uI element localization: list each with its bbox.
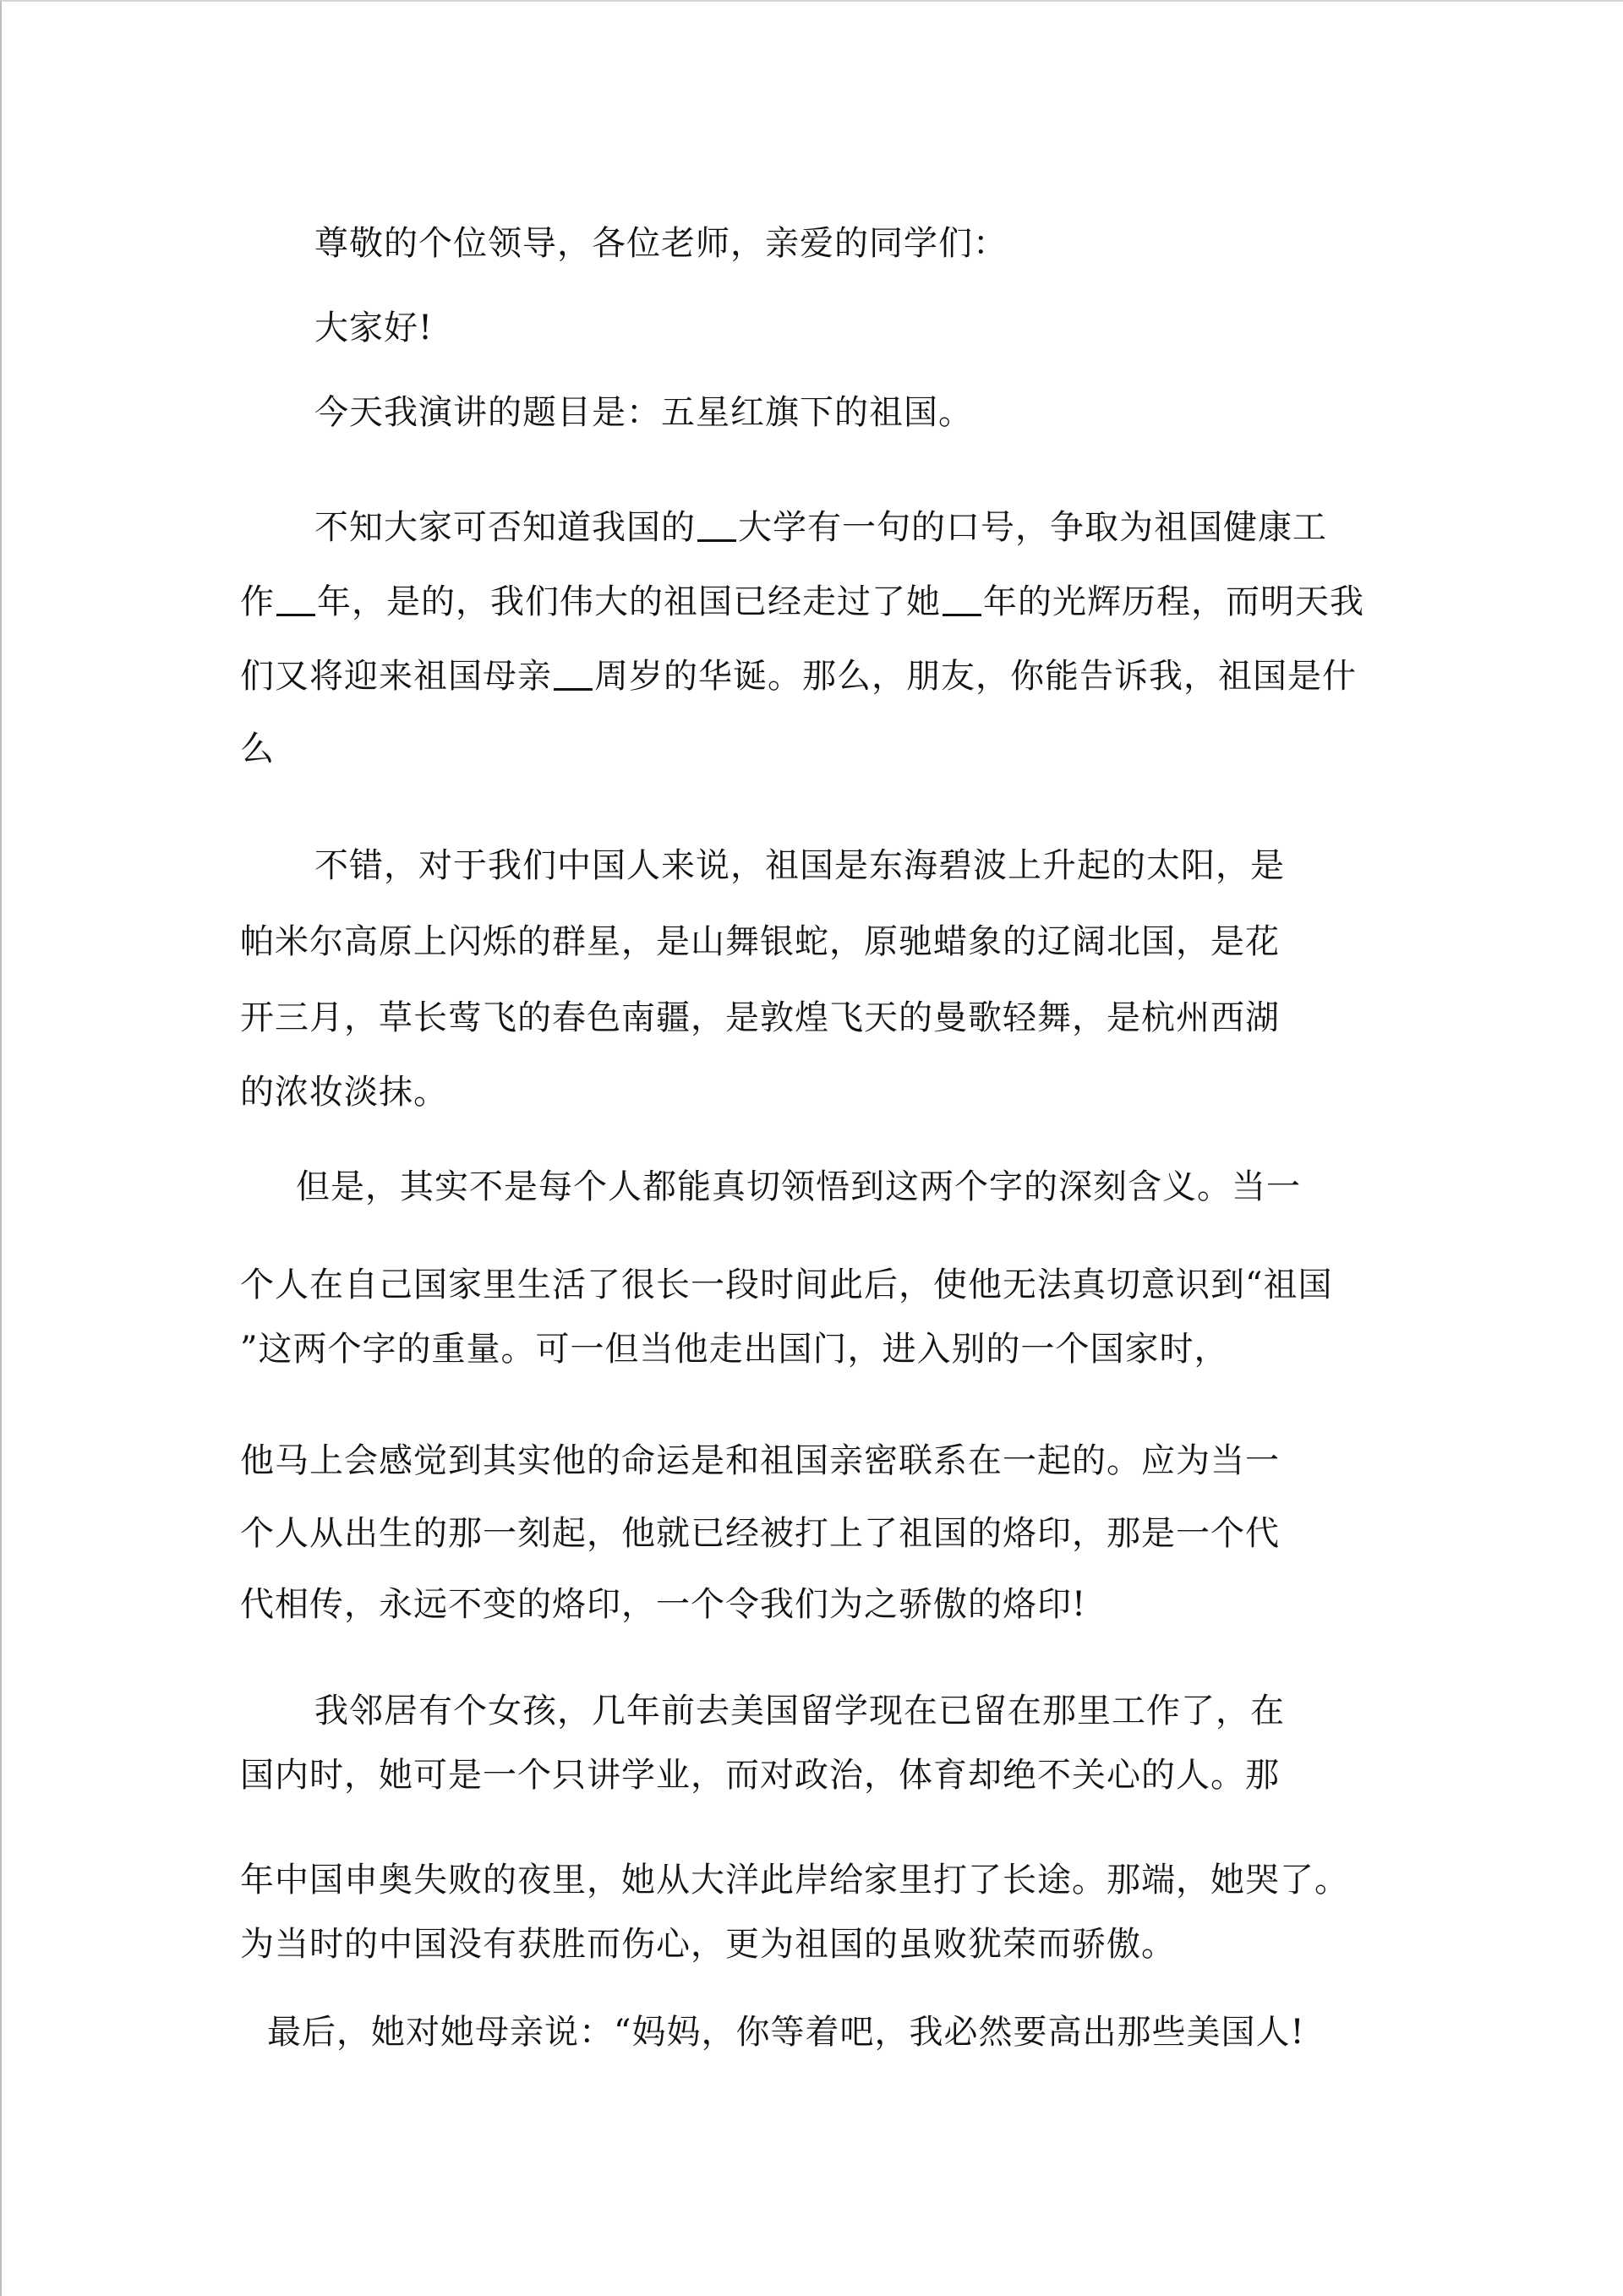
paragraph-1-line-2 [240,582,1364,622]
paragraph-4-line-4: 为当时的中国没有获胜而伤心，更为祖国的虽败犹荣而骄傲。 [240,1925,1176,1964]
salutation-line: 尊敬的个位领导，各位老师，亲爱的同学们： [314,224,1008,263]
text-segment: 周岁的华诞。那么，朋友，你能告诉我，祖国是什 [594,657,1357,696]
paragraph-3-line-1: 但是，其实不是每个人都能真切领悟到这两个字的深刻含义。当一 [296,1167,1301,1206]
fill-in-blank [943,585,981,616]
paragraph-3-line-6: 代相传，永远不变的烙印，一个令我们为之骄傲的烙印! [240,1585,1087,1624]
text-segment: 大学有一句的口号，争取为祖国健康工 [738,508,1327,547]
paragraph-2-line-4: 的浓妆淡抹。 [240,1073,448,1112]
paragraph-1-line-1 [314,507,1327,548]
hello-line: 大家好! [314,309,434,347]
fill-in-blank [276,585,315,616]
fill-in-blank [697,511,736,542]
paragraph-1-line-4: 么 [240,730,275,768]
paragraph-4-line-5: 最后，她对她母亲说：“妈妈，你等着吧，我必然要高出那些美国人! [267,2013,1305,2052]
paragraph-3-line-5: 个人从出生的那一刻起，他就已经被打上了祖国的烙印，那是一个代 [240,1514,1280,1553]
paragraph-3-line-4: 他马上会感觉到其实他的命运是和祖国亲密联系在一起的。应为当一 [240,1441,1280,1480]
paragraph-4-line-1: 我邻居有个女孩，几年前去美国留学现在已留在那里工作了，在 [314,1692,1285,1730]
text-segment: 们又将迎来祖国母亲 [240,657,552,696]
text-segment: 作 [240,582,275,621]
paragraph-2-line-2: 帕米尔高原上闪烁的群星，是山舞银蛇，原驰蜡象的辽阔北国，是花 [240,922,1280,961]
text-segment: 不知大家可否知道我国的 [314,508,696,547]
text-segment: 年，是的，我们伟大的祖国已经走过了她 [317,582,941,621]
fill-in-blank [554,659,593,691]
paragraph-3-line-3: ”这两个字的重量。可一但当他走出国门，进入别的一个国家时， [240,1330,1229,1369]
topic-line: 今天我演讲的题目是：五星红旗下的祖国。 [314,393,973,432]
paragraph-4-line-2: 国内时，她可是一个只讲学业，而对政治，体育却绝不关心的人。那 [240,1756,1280,1795]
paragraph-4-line-3: 年中国申奥失败的夜里，她从大洋此岸给家里打了长途。那端，她哭了。 [240,1861,1349,1900]
paragraph-2-line-1: 不错，对于我们中国人来说，祖国是东海碧波上升起的太阳，是 [314,846,1285,885]
paragraph-1-line-3 [240,656,1357,697]
paragraph-3-line-2: 个人在自己国家里生活了很长一段时间此后，使他无法真切意识到“祖国 [240,1266,1333,1304]
text-segment: 年的光辉历程，而明天我 [983,582,1364,621]
paragraph-2-line-3: 开三月，草长莺飞的春色南疆，是敦煌飞天的曼歌轻舞，是杭州西湖 [240,998,1280,1037]
